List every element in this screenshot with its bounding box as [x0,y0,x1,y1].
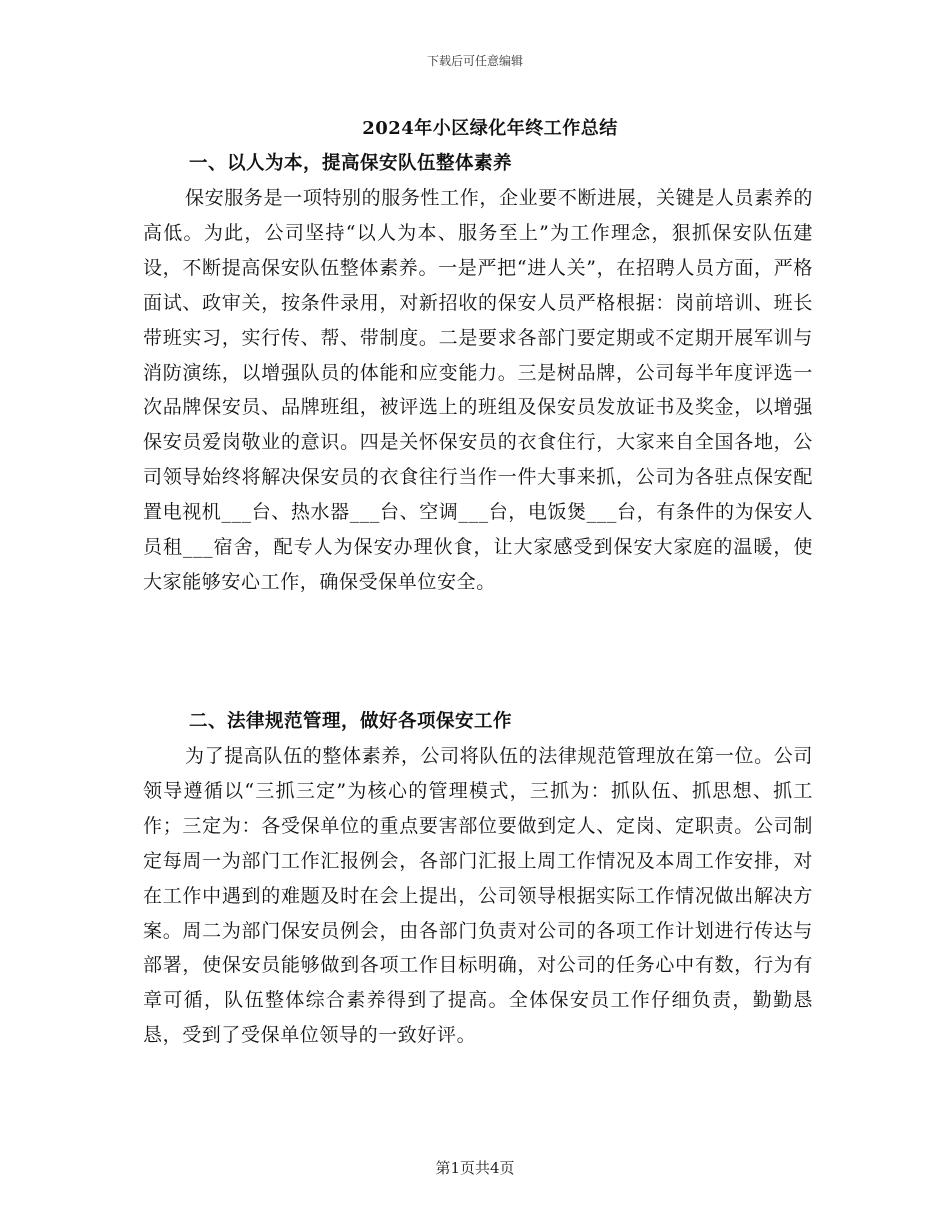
section-heading-1: 一、以人为本，提高保安队伍整体素养 [189,153,513,174]
page-number: 第1页共4页 [435,1159,515,1177]
section-heading-2: 二、法律规范管理，做好各项保安工作 [189,711,513,732]
page-header-note: 下载后可任意编辑 [426,54,523,68]
section-paragraph-1: 保安服务是一项特别的服务性工作，企业要不断进展，关键是人员素养的高低。为此，公司坚持“以人为本、服务至上”为工作理念，狠抓保安队伍建设，不断提高保安队伍整体素养。一是严把“进人关”，在招聘人员方面，严格面试、政审关，按条件录用，对新招收的保安人员严格根据：岗前培训、班长带班实习，实行传、帮、带制度。二是要求各部门要定期或不定期开展军训与消防演练，以增强队员的体能和应变能力。三是树品牌，公司每半年度评选一次品牌保安员、品牌班组，被评选上的班组及保安员发放证书及奖金，以增强保安员爱岗敬业的意识。四是关怀保安员的衣食住行，大家来自全国各地，公司领导始终将解决保安员的衣食往行当作一件大事来抓，公司为各驻点保安配置电视机___台、热水器___台、空调___台，电饭煲___台，有条件的为保安人员租___宿舍，配专人为保安办理伙食，让大家感受到保安大家庭的温暖，使大家能够安心工作，确保受保单位安全。 [143,187,814,593]
document-title: 2024年小区绿化年终工作总结 [362,118,618,139]
section-paragraph-2: 为了提高队伍的整体素养，公司将队伍的法律规范管理放在第一位。公司领导遵循以“三抓三定”为核心的管理模式，三抓为：抓队伍、抓思想、抓工作；三定为：各受保单位的重点要害部位要做到定人、定岗、定职责。公司制定每周一为部门工作汇报例会，各部门汇报上周工作情况及本周工作安排，对在工作中遇到的难题及时在会上提出，公司领导根据实际工作情况做出解决方案。周二为部门保安员例会，由各部门负责对公司的各项工作计划进行传达与部署，使保安员能够做到各项工作目标明确，对公司的任务心中有数，行为有章可循，队伍整体综合素养得到了提高。全体保安员工作仔细负责，勤勤恳恳，受到了受保单位领导的一致好评。 [143,745,813,1047]
